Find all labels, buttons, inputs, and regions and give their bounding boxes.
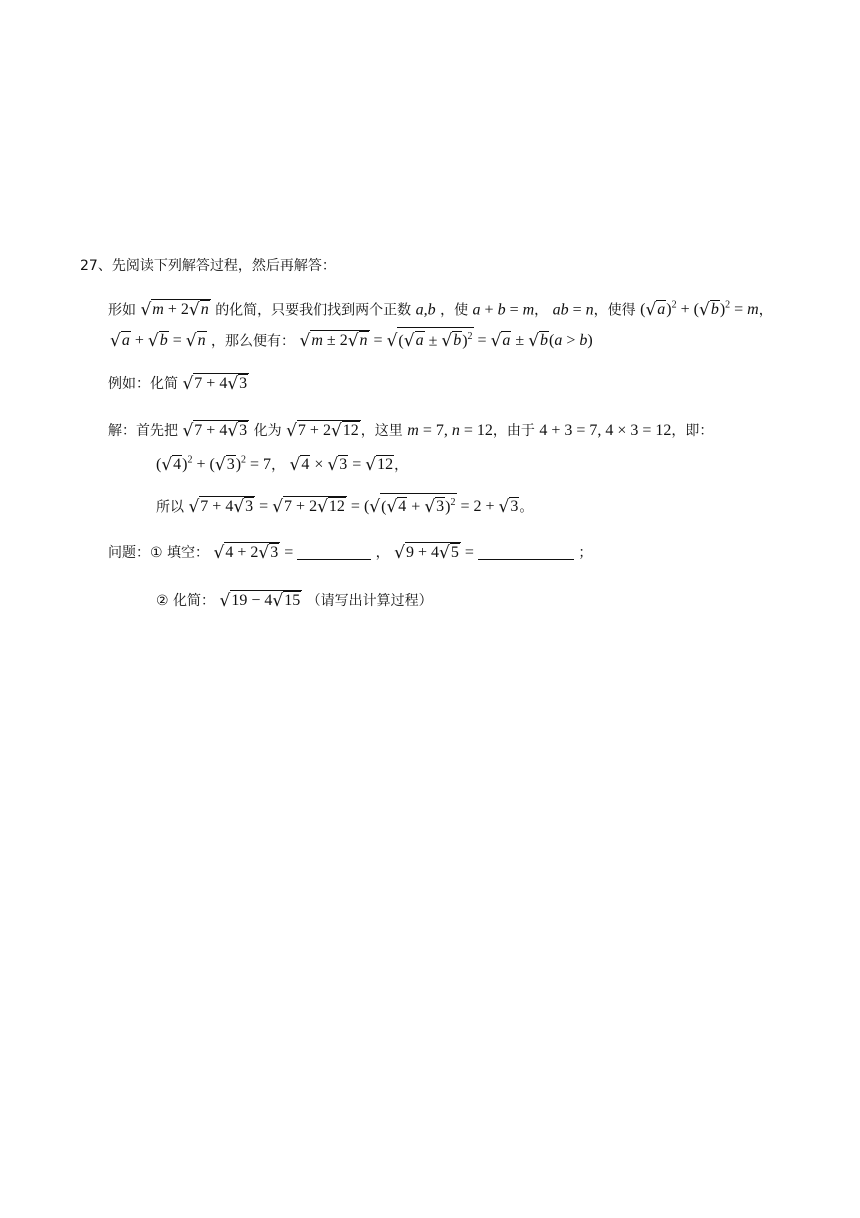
formula-main-identity: $√m \pm 2√n = √(√a \pm √b)^2 = √a \pm √b(a > b)$ bbox=[300, 332, 593, 349]
text-sol-here: ，这里 bbox=[360, 423, 403, 439]
text-example: 例如：化简 bbox=[108, 376, 178, 392]
formula-ab-n: ab = n bbox=[552, 301, 594, 319]
formula-q1b: √9 + 4√5 = bbox=[394, 543, 478, 563]
answer-blank-2[interactable] bbox=[478, 544, 574, 560]
formula-q2: √19 − 4√15 bbox=[219, 591, 301, 611]
text-q-sep: ， bbox=[375, 545, 390, 561]
formula-sqrt-m-2sqrtn: √m + 2√n bbox=[140, 300, 209, 321]
text-then-have: ，那么便有： bbox=[211, 333, 296, 350]
text-period: 。 bbox=[519, 499, 534, 516]
problem-number: 27 bbox=[80, 258, 98, 274]
text-q-end: ； bbox=[578, 545, 593, 561]
answer-blank-1[interactable] bbox=[297, 544, 371, 560]
formula-sol-2: √7 + 2√12 bbox=[286, 421, 359, 441]
text-sol-comma-2: ， bbox=[394, 457, 409, 474]
identity-line bbox=[110, 327, 593, 353]
solution-line-1 bbox=[108, 418, 713, 443]
formula-a-b: a,b bbox=[415, 301, 436, 319]
form-definition-line bbox=[108, 294, 773, 322]
text-sol-comma: ， bbox=[271, 457, 286, 474]
formula-squares-sum: $(√a)^2 + (√b)^2 = m$ bbox=[640, 300, 759, 321]
text-question-label: 问题：① 填空： bbox=[108, 545, 210, 561]
text-sol-mid: 化为 bbox=[253, 423, 282, 439]
formula-sol-1: √7 + 4√3 bbox=[182, 421, 248, 441]
text-sol-since: ，由于 bbox=[492, 423, 535, 439]
text-solution-label: 解：首先把 bbox=[108, 423, 178, 439]
formula-m-n-values: m = 7, n = 12 bbox=[407, 422, 493, 439]
text-sol-ie: ，即： bbox=[671, 423, 714, 439]
formula-product: √a + √b = √n bbox=[110, 331, 206, 352]
solution-line-3 bbox=[156, 493, 533, 519]
formula-a-plus-b: a + b = m bbox=[472, 301, 535, 319]
text-q2-note: （请写出计算过程） bbox=[306, 593, 433, 609]
problem-intro: 、先阅读下列解答过程，然后再解答： bbox=[97, 258, 336, 274]
text-form-a: 的化简，只要我们找到两个正数 bbox=[215, 302, 412, 319]
question-1-line bbox=[108, 540, 592, 565]
text-q2-label: ② 化简： bbox=[156, 593, 216, 609]
formula-sol-squares: $(√4)^2 + (√3)^2 = 7$ bbox=[156, 455, 272, 476]
text-form-c: ， bbox=[534, 302, 549, 319]
problem-title bbox=[80, 254, 336, 278]
text-form-e: ， bbox=[758, 302, 773, 319]
formula-sol-product: √4 × √3 = √12 bbox=[289, 455, 394, 476]
formula-example: √7 + 4√3 bbox=[182, 374, 248, 394]
formula-sol-result: $√7 + 4√3 = √7 + 2√12 = (√(√4 + √3)^2 = 2 + √3$ bbox=[188, 498, 519, 515]
question-2-line bbox=[156, 588, 433, 613]
text-so: 所以 bbox=[156, 499, 184, 516]
solution-line-2 bbox=[156, 449, 408, 477]
formula-q1a: √4 + 2√3 = bbox=[213, 543, 298, 563]
text-form-prefix: 形如 bbox=[108, 302, 136, 319]
formula-since: 4 + 3 = 7, 4 × 3 = 12 bbox=[539, 422, 672, 439]
text-form-d: ，使得 bbox=[593, 302, 636, 319]
example-line bbox=[108, 371, 249, 396]
text-form-b: ，使 bbox=[440, 302, 469, 319]
